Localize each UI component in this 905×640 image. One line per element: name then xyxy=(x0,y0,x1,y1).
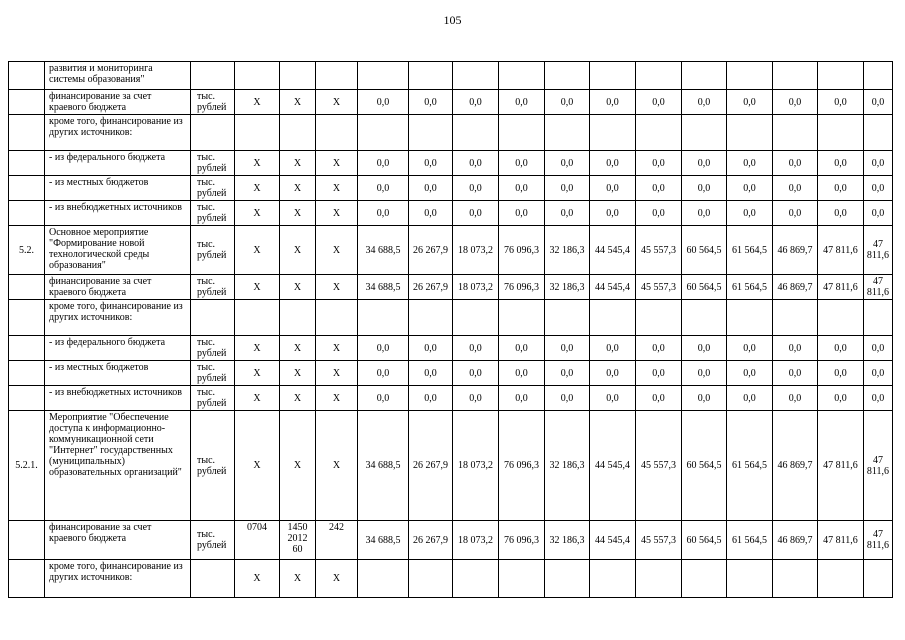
value-cell xyxy=(818,300,864,336)
value-cell: 0,0 xyxy=(682,90,727,115)
value-cell: 32 186,3 xyxy=(545,411,590,521)
unit-cell: тыс. рублей xyxy=(191,201,235,226)
value-cell xyxy=(682,62,727,90)
value-cell: 0,0 xyxy=(409,176,453,201)
row-name-cell: - из федерального бюджета xyxy=(45,336,191,361)
value-cell: 0,0 xyxy=(864,201,893,226)
value-cell: 34 688,5 xyxy=(358,226,409,275)
row-number-cell xyxy=(9,90,45,115)
code-cell-2: X xyxy=(280,90,316,115)
row-name-cell: финансирование за счет краевого бюджета xyxy=(45,90,191,115)
value-cell: 0,0 xyxy=(453,90,499,115)
value-cell: 32 186,3 xyxy=(545,521,590,560)
row-name-cell: - из местных бюджетов xyxy=(45,176,191,201)
value-cell: 47 811,6 xyxy=(818,411,864,521)
value-cell: 18 073,2 xyxy=(453,275,499,300)
code-cell-2: 1450 2012 60 xyxy=(280,521,316,560)
code-cell-3 xyxy=(316,300,358,336)
value-cell: 0,0 xyxy=(590,176,636,201)
value-cell: 0,0 xyxy=(818,151,864,176)
row-number-cell xyxy=(9,386,45,411)
value-cell: 0,0 xyxy=(864,336,893,361)
value-cell xyxy=(453,115,499,151)
code-cell-1 xyxy=(235,115,280,151)
value-cell: 76 096,3 xyxy=(499,275,545,300)
value-cell: 47 811,6 xyxy=(864,521,893,560)
value-cell: 46 869,7 xyxy=(773,226,818,275)
value-cell: 18 073,2 xyxy=(453,521,499,560)
code-cell-2: X xyxy=(280,226,316,275)
row-name-cell: финансирование за счет краевого бюджета xyxy=(45,275,191,300)
code-cell-2: X xyxy=(280,361,316,386)
value-cell xyxy=(409,115,453,151)
code-cell-2: X xyxy=(280,176,316,201)
code-cell-1: X xyxy=(235,275,280,300)
value-cell xyxy=(590,62,636,90)
value-cell: 0,0 xyxy=(818,361,864,386)
value-cell: 0,0 xyxy=(545,336,590,361)
value-cell: 46 869,7 xyxy=(773,521,818,560)
unit-cell: тыс. рублей xyxy=(191,151,235,176)
value-cell: 18 073,2 xyxy=(453,411,499,521)
table-row xyxy=(9,275,893,300)
value-cell: 0,0 xyxy=(818,386,864,411)
row-number-cell xyxy=(9,275,45,300)
value-cell xyxy=(499,300,545,336)
code-cell-2: X xyxy=(280,151,316,176)
value-cell: 0,0 xyxy=(727,176,773,201)
row-name-cell: развития и мониторинга системы образования" xyxy=(45,62,191,90)
value-cell xyxy=(682,115,727,151)
value-cell xyxy=(682,300,727,336)
unit-cell: тыс. рублей xyxy=(191,386,235,411)
code-cell-3: X xyxy=(316,386,358,411)
value-cell: 0,0 xyxy=(864,90,893,115)
value-cell: 0,0 xyxy=(499,386,545,411)
row-number-cell xyxy=(9,300,45,336)
value-cell: 0,0 xyxy=(409,151,453,176)
value-cell: 0,0 xyxy=(409,386,453,411)
unit-cell: тыс. рублей xyxy=(191,411,235,521)
row-name-cell: кроме того, финансирование из других источников: xyxy=(45,560,191,598)
value-cell: 0,0 xyxy=(773,361,818,386)
row-name-cell: финансирование за счет краевого бюджета xyxy=(45,521,191,560)
unit-cell: тыс. рублей xyxy=(191,226,235,275)
row-name-cell: Основное мероприятие "Формирование новой технологической среды образования" xyxy=(45,226,191,275)
value-cell: 47 811,6 xyxy=(818,521,864,560)
code-cell-1: X xyxy=(235,560,280,598)
value-cell xyxy=(864,62,893,90)
row-number-cell xyxy=(9,201,45,226)
value-cell xyxy=(864,300,893,336)
row-name-cell: кроме того, финансирование из других источников: xyxy=(45,300,191,336)
value-cell: 0,0 xyxy=(727,90,773,115)
row-number-cell xyxy=(9,151,45,176)
value-cell xyxy=(358,560,409,598)
value-cell: 0,0 xyxy=(773,90,818,115)
table-row xyxy=(9,201,893,226)
value-cell: 0,0 xyxy=(818,201,864,226)
value-cell xyxy=(864,115,893,151)
value-cell xyxy=(773,560,818,598)
value-cell xyxy=(590,560,636,598)
value-cell: 45 557,3 xyxy=(636,411,682,521)
table-row xyxy=(9,62,893,90)
value-cell xyxy=(590,300,636,336)
value-cell: 61 564,5 xyxy=(727,226,773,275)
table-row xyxy=(9,151,893,176)
value-cell: 47 811,6 xyxy=(864,275,893,300)
value-cell: 0,0 xyxy=(409,361,453,386)
value-cell xyxy=(727,560,773,598)
value-cell: 0,0 xyxy=(773,336,818,361)
value-cell: 47 811,6 xyxy=(818,226,864,275)
value-cell: 26 267,9 xyxy=(409,521,453,560)
value-cell: 0,0 xyxy=(409,336,453,361)
code-cell-1: X xyxy=(235,336,280,361)
value-cell: 0,0 xyxy=(590,361,636,386)
row-name-cell: - из внебюджетных источников xyxy=(45,201,191,226)
value-cell xyxy=(453,300,499,336)
value-cell: 60 564,5 xyxy=(682,275,727,300)
value-cell: 0,0 xyxy=(864,151,893,176)
value-cell xyxy=(409,560,453,598)
row-number-cell xyxy=(9,521,45,560)
row-name-cell: - из внебюджетных источников xyxy=(45,386,191,411)
value-cell: 0,0 xyxy=(358,151,409,176)
code-cell-2: X xyxy=(280,201,316,226)
table-row xyxy=(9,521,893,560)
value-cell xyxy=(499,560,545,598)
value-cell xyxy=(545,115,590,151)
table-row xyxy=(9,176,893,201)
value-cell: 0,0 xyxy=(682,176,727,201)
value-cell: 47 811,6 xyxy=(864,411,893,521)
value-cell: 0,0 xyxy=(682,151,727,176)
value-cell: 0,0 xyxy=(499,201,545,226)
unit-cell: тыс. рублей xyxy=(191,275,235,300)
value-cell: 61 564,5 xyxy=(727,411,773,521)
code-cell-1: 0704 xyxy=(235,521,280,560)
table-row xyxy=(9,560,893,598)
value-cell: 0,0 xyxy=(590,151,636,176)
value-cell xyxy=(818,62,864,90)
value-cell: 60 564,5 xyxy=(682,411,727,521)
unit-cell xyxy=(191,300,235,336)
code-cell-3: X xyxy=(316,201,358,226)
value-cell xyxy=(358,115,409,151)
unit-cell xyxy=(191,115,235,151)
code-cell-3: X xyxy=(316,336,358,361)
value-cell: 0,0 xyxy=(636,386,682,411)
code-cell-3 xyxy=(316,62,358,90)
value-cell: 26 267,9 xyxy=(409,275,453,300)
row-name-cell: - из местных бюджетов xyxy=(45,361,191,386)
value-cell: 76 096,3 xyxy=(499,411,545,521)
value-cell: 0,0 xyxy=(358,386,409,411)
code-cell-2: X xyxy=(280,275,316,300)
value-cell: 0,0 xyxy=(358,201,409,226)
value-cell xyxy=(358,300,409,336)
value-cell: 61 564,5 xyxy=(727,275,773,300)
value-cell: 0,0 xyxy=(636,90,682,115)
table-body xyxy=(9,62,893,598)
table-row xyxy=(9,386,893,411)
value-cell: 46 869,7 xyxy=(773,411,818,521)
value-cell: 0,0 xyxy=(818,176,864,201)
code-cell-3: X xyxy=(316,560,358,598)
value-cell: 0,0 xyxy=(682,201,727,226)
value-cell: 60 564,5 xyxy=(682,226,727,275)
code-cell-1 xyxy=(235,300,280,336)
value-cell: 47 811,6 xyxy=(818,275,864,300)
value-cell xyxy=(453,62,499,90)
value-cell: 0,0 xyxy=(636,151,682,176)
row-number-cell xyxy=(9,176,45,201)
value-cell: 0,0 xyxy=(682,386,727,411)
code-cell-2: X xyxy=(280,411,316,521)
table-row xyxy=(9,411,893,521)
code-cell-1: X xyxy=(235,201,280,226)
value-cell xyxy=(545,560,590,598)
value-cell: 0,0 xyxy=(727,336,773,361)
value-cell: 0,0 xyxy=(864,176,893,201)
value-cell: 44 545,4 xyxy=(590,275,636,300)
value-cell: 34 688,5 xyxy=(358,275,409,300)
code-cell-3: X xyxy=(316,361,358,386)
code-cell-3: X xyxy=(316,275,358,300)
value-cell: 0,0 xyxy=(590,336,636,361)
unit-cell xyxy=(191,62,235,90)
value-cell: 61 564,5 xyxy=(727,521,773,560)
value-cell: 0,0 xyxy=(499,176,545,201)
value-cell: 0,0 xyxy=(636,336,682,361)
value-cell: 0,0 xyxy=(773,386,818,411)
table-row xyxy=(9,336,893,361)
value-cell xyxy=(636,300,682,336)
value-cell: 44 545,4 xyxy=(590,521,636,560)
value-cell: 76 096,3 xyxy=(499,226,545,275)
code-cell-2 xyxy=(280,115,316,151)
value-cell: 0,0 xyxy=(499,90,545,115)
code-cell-1: X xyxy=(235,226,280,275)
value-cell xyxy=(636,62,682,90)
value-cell xyxy=(682,560,727,598)
value-cell: 32 186,3 xyxy=(545,275,590,300)
value-cell: 45 557,3 xyxy=(636,275,682,300)
value-cell: 0,0 xyxy=(636,361,682,386)
value-cell: 0,0 xyxy=(453,361,499,386)
value-cell: 0,0 xyxy=(727,151,773,176)
page-number: 105 xyxy=(443,13,462,27)
value-cell xyxy=(636,115,682,151)
value-cell: 47 811,6 xyxy=(864,226,893,275)
value-cell xyxy=(545,62,590,90)
value-cell: 0,0 xyxy=(545,361,590,386)
code-cell-2 xyxy=(280,300,316,336)
row-number-cell xyxy=(9,336,45,361)
value-cell: 0,0 xyxy=(358,336,409,361)
value-cell: 45 557,3 xyxy=(636,226,682,275)
code-cell-1: X xyxy=(235,90,280,115)
value-cell: 44 545,4 xyxy=(590,411,636,521)
value-cell xyxy=(864,560,893,598)
value-cell: 0,0 xyxy=(773,176,818,201)
value-cell xyxy=(727,115,773,151)
code-cell-3: X xyxy=(316,226,358,275)
row-number-cell xyxy=(9,361,45,386)
code-cell-3: 242 xyxy=(316,521,358,560)
row-name-cell: - из федерального бюджета xyxy=(45,151,191,176)
value-cell: 45 557,3 xyxy=(636,521,682,560)
value-cell xyxy=(590,115,636,151)
value-cell: 0,0 xyxy=(818,90,864,115)
value-cell xyxy=(499,115,545,151)
value-cell: 0,0 xyxy=(682,361,727,386)
unit-cell: тыс. рублей xyxy=(191,336,235,361)
value-cell xyxy=(818,560,864,598)
value-cell: 0,0 xyxy=(453,151,499,176)
code-cell-1: X xyxy=(235,361,280,386)
value-cell: 0,0 xyxy=(499,361,545,386)
value-cell xyxy=(773,115,818,151)
unit-cell: тыс. рублей xyxy=(191,361,235,386)
value-cell xyxy=(773,62,818,90)
value-cell: 34 688,5 xyxy=(358,521,409,560)
value-cell: 18 073,2 xyxy=(453,226,499,275)
value-cell: 0,0 xyxy=(358,90,409,115)
value-cell: 34 688,5 xyxy=(358,411,409,521)
code-cell-2 xyxy=(280,62,316,90)
value-cell: 0,0 xyxy=(727,386,773,411)
value-cell: 76 096,3 xyxy=(499,521,545,560)
value-cell xyxy=(727,62,773,90)
value-cell: 0,0 xyxy=(545,151,590,176)
value-cell: 0,0 xyxy=(545,176,590,201)
unit-cell xyxy=(191,560,235,598)
table-row xyxy=(9,226,893,275)
value-cell xyxy=(358,62,409,90)
table-row xyxy=(9,361,893,386)
value-cell xyxy=(499,62,545,90)
value-cell: 0,0 xyxy=(590,90,636,115)
value-cell: 0,0 xyxy=(358,361,409,386)
unit-cell: тыс. рублей xyxy=(191,90,235,115)
budget-table xyxy=(8,61,893,598)
code-cell-3 xyxy=(316,115,358,151)
value-cell: 0,0 xyxy=(590,386,636,411)
value-cell xyxy=(409,300,453,336)
value-cell xyxy=(545,300,590,336)
value-cell: 0,0 xyxy=(864,361,893,386)
value-cell: 60 564,5 xyxy=(682,521,727,560)
code-cell-1: X xyxy=(235,386,280,411)
value-cell: 32 186,3 xyxy=(545,226,590,275)
value-cell: 0,0 xyxy=(453,201,499,226)
code-cell-3: X xyxy=(316,176,358,201)
value-cell: 0,0 xyxy=(818,336,864,361)
value-cell: 0,0 xyxy=(590,201,636,226)
value-cell xyxy=(636,560,682,598)
value-cell: 0,0 xyxy=(409,90,453,115)
value-cell: 0,0 xyxy=(727,201,773,226)
table-row xyxy=(9,115,893,151)
row-name-cell: Мероприятие "Обеспечение доступа к информационно-коммуникационной сети "Интернет" государственных (муниципальных) образовательных организаций" xyxy=(45,411,191,521)
unit-cell: тыс. рублей xyxy=(191,176,235,201)
code-cell-3: X xyxy=(316,151,358,176)
row-number-cell xyxy=(9,115,45,151)
value-cell: 26 267,9 xyxy=(409,411,453,521)
value-cell: 0,0 xyxy=(636,176,682,201)
code-cell-3: X xyxy=(316,90,358,115)
value-cell: 46 869,7 xyxy=(773,275,818,300)
value-cell xyxy=(818,115,864,151)
code-cell-3: X xyxy=(316,411,358,521)
code-cell-1: X xyxy=(235,176,280,201)
value-cell: 0,0 xyxy=(453,386,499,411)
value-cell xyxy=(409,62,453,90)
code-cell-2: X xyxy=(280,386,316,411)
row-number-cell xyxy=(9,560,45,598)
value-cell: 0,0 xyxy=(773,201,818,226)
unit-cell: тыс. рублей xyxy=(191,521,235,560)
row-number-cell xyxy=(9,62,45,90)
value-cell: 0,0 xyxy=(727,361,773,386)
value-cell: 44 545,4 xyxy=(590,226,636,275)
row-name-cell: кроме того, финансирование из других источников: xyxy=(45,115,191,151)
code-cell-1 xyxy=(235,62,280,90)
value-cell: 0,0 xyxy=(545,201,590,226)
row-number-cell: 5.2.1. xyxy=(9,411,45,521)
value-cell: 0,0 xyxy=(545,90,590,115)
value-cell: 0,0 xyxy=(358,176,409,201)
value-cell: 0,0 xyxy=(773,151,818,176)
value-cell: 0,0 xyxy=(636,201,682,226)
code-cell-1: X xyxy=(235,151,280,176)
row-number-cell: 5.2. xyxy=(9,226,45,275)
code-cell-2: X xyxy=(280,336,316,361)
table-row xyxy=(9,300,893,336)
value-cell: 0,0 xyxy=(499,336,545,361)
code-cell-2: X xyxy=(280,560,316,598)
value-cell: 0,0 xyxy=(409,201,453,226)
value-cell: 0,0 xyxy=(682,336,727,361)
value-cell: 0,0 xyxy=(545,386,590,411)
value-cell: 0,0 xyxy=(499,151,545,176)
value-cell xyxy=(453,560,499,598)
value-cell: 0,0 xyxy=(453,176,499,201)
value-cell: 0,0 xyxy=(864,386,893,411)
value-cell: 0,0 xyxy=(453,336,499,361)
value-cell xyxy=(727,300,773,336)
value-cell xyxy=(773,300,818,336)
value-cell: 26 267,9 xyxy=(409,226,453,275)
code-cell-1: X xyxy=(235,411,280,521)
table-row xyxy=(9,90,893,115)
